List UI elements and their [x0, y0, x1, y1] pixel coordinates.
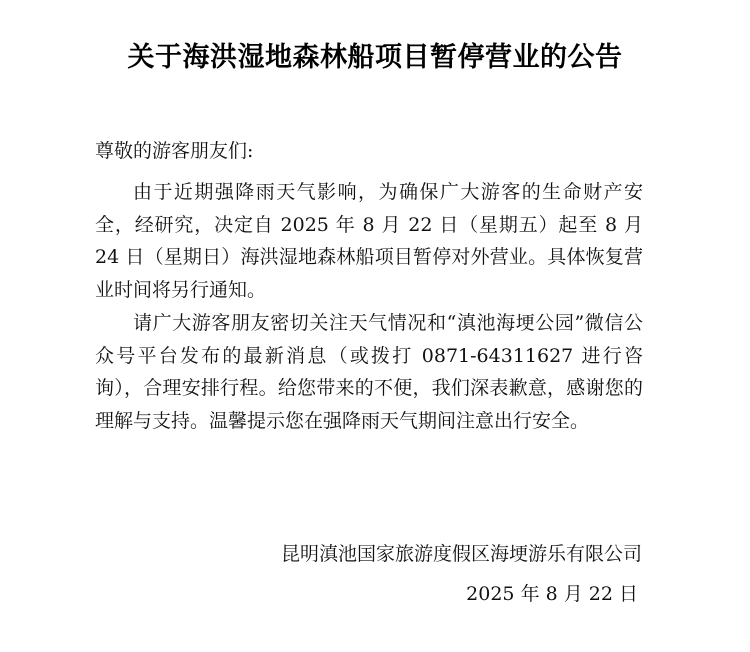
- issuer-signature: 昆明滇池国家旅游度假区海埂游乐有限公司: [280, 543, 642, 565]
- paragraph-advisory: 请广大游客朋友密切关注天气情况和“滇池海埂公园”微信公众号平台发布的最新消息（或拨打 0871-64311627 进行咨询），合理安排行程。给您带来的不便，我们深表歉意，感谢您的理解与支持。温馨提示您在强降雨天气期间注意出行安全。: [95, 312, 643, 432]
- issue-date: 2025 年 8 月 22 日: [466, 583, 638, 605]
- greeting: 尊敬的游客朋友们:: [95, 140, 254, 162]
- paragraph-closure-notice: 由于近期强降雨天气影响，为确保广大游客的生命财产安全，经研究，决定自 2025 年 8 月 22 日（星期五）起至 8 月 24 日（星期日）海洪湿地森林船项目暂停对外营业。具体恢复营业时间将另行通知。: [95, 181, 643, 301]
- notice-title: 关于海洪湿地森林船项目暂停营业的公告: [127, 42, 623, 73]
